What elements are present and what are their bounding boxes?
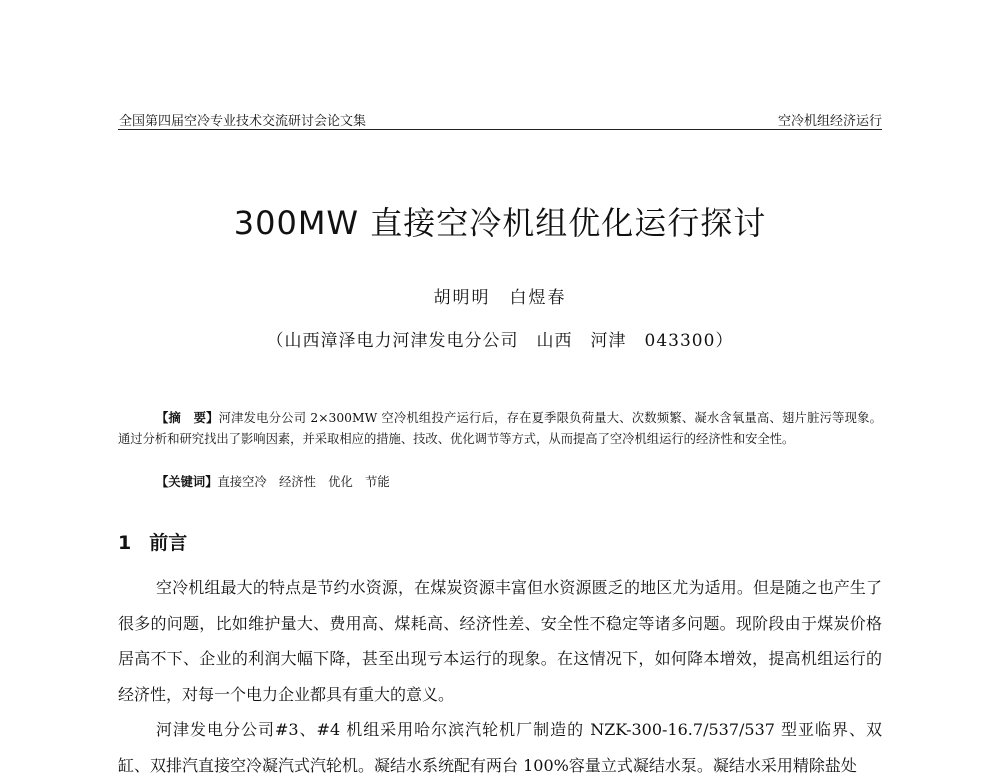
keywords-label: 【关键词】 — [156, 475, 218, 489]
keywords — [156, 472, 390, 490]
author-affiliation: （山西漳泽电力河津发电分公司 山西 河津 043300） — [266, 331, 734, 351]
header-divider — [118, 129, 882, 130]
running-header-right: 空冷机组经济运行 — [777, 114, 882, 129]
keywords-text: 直接空冷 经济性 优化 节能 — [217, 475, 390, 489]
abstract-label: 【摘 要】 — [156, 411, 219, 425]
abstract — [118, 408, 882, 450]
body-text — [118, 570, 882, 783]
abstract-text: 河津发电分公司 2×300MW 空冷机组投产运行后，存在夏季限负荷量大、次数频繁、凝水含氧量高、翅片脏污等现象。通过分析和研究找出了影响因素，并采取相应的措施、技改、优化调节等方式，从而提高了空冷机组运行的经济性和安全性。 — [118, 411, 882, 446]
paper-title: 300MW 直接空冷机组优化运行探讨 — [233, 204, 767, 242]
section-heading — [118, 528, 187, 555]
section-title: 前言 — [149, 532, 188, 554]
paragraph: 空冷机组最大的特点是节约水资源，在煤炭资源丰富但水资源匮乏的地区尤为适用。但是随之也产生了很多的问题，比如维护量大、费用高、煤耗高、经济性差、安全性不稳定等诸多问题。现阶段由于煤炭价格居高不下、企业的利润大幅下降，甚至出现亏本运行的现象。在这情况下，如何降本增效，提高机组运行的经济性，对每一个电力企业都具有重大的意义。 — [118, 578, 882, 704]
section-number: 1 — [118, 532, 132, 554]
paragraph: 河津发电分公司#3、#4 机组采用哈尔滨汽轮机厂制造的 NZK-300-16.7/537/537 型亚临界、双缸、双排汽直接空冷凝汽式汽轮机。凝结水系统配有两台 100%容量立式凝结水泵。凝结水采用精除盐处 — [118, 720, 882, 775]
running-header-left: 全国第四届空冷专业技术交流研讨会论文集 — [119, 114, 367, 129]
author-list: 胡明明 白煜春 — [433, 288, 567, 308]
